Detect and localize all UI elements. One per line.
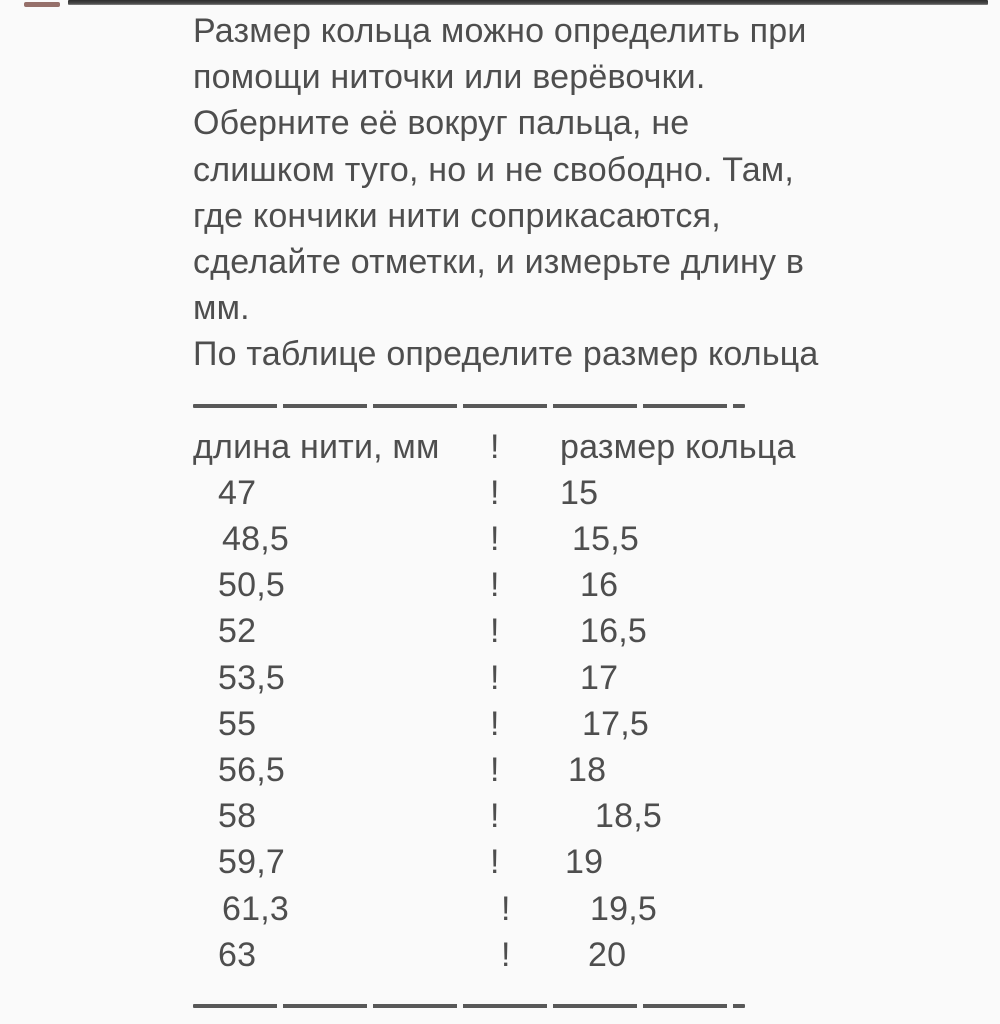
size-value: 18 <box>568 751 607 789</box>
length-value: 48,5 <box>222 520 289 559</box>
intro-line: Размер кольца можно определить при <box>193 12 807 50</box>
size-value: 20 <box>588 935 627 974</box>
table-row <box>193 470 953 516</box>
length-value: 56,5 <box>218 751 285 789</box>
table-row <box>193 655 953 701</box>
length-value: 52 <box>218 612 257 651</box>
size-value: 15 <box>560 473 599 512</box>
intro-line: Оберните её вокруг пальца, не <box>193 104 690 143</box>
intro-line: сделайте отметки, и измерьте длину в <box>193 242 805 281</box>
intro-line: По таблице определите размер кольца <box>193 335 819 374</box>
size-value: 19 <box>565 843 604 882</box>
dash-line <box>193 404 745 408</box>
header-separator-glyph: ! <box>490 427 500 466</box>
intro-line: помощи ниточки или верёвочки. <box>193 58 706 97</box>
length-value: 55 <box>218 704 257 743</box>
separator-glyph: ! <box>490 658 500 697</box>
document-body <box>193 8 953 1024</box>
separator-glyph: ! <box>490 520 500 559</box>
size-value: 16 <box>580 566 619 605</box>
intro-line: где кончики нити соприкасаются, <box>193 196 721 235</box>
table-top-divider <box>193 378 953 424</box>
table-row <box>193 747 953 793</box>
header-length-label: длина нити, мм <box>193 427 440 466</box>
size-value: 18,5 <box>595 797 662 836</box>
length-value: 59,7 <box>218 843 285 882</box>
table-row <box>193 608 953 654</box>
length-value: 47 <box>218 473 257 512</box>
table-row <box>193 793 953 839</box>
table-row <box>193 932 953 978</box>
separator-glyph: ! <box>490 751 500 789</box>
separator-glyph: ! <box>490 797 500 836</box>
table-row <box>193 886 953 932</box>
size-value: 16,5 <box>580 612 647 651</box>
size-value: 17 <box>580 658 619 697</box>
separator-glyph: ! <box>490 612 500 651</box>
top-left-tick <box>24 2 60 7</box>
separator-glyph: ! <box>501 935 511 974</box>
separator-glyph: ! <box>501 889 511 928</box>
table-row <box>193 562 953 608</box>
header-size-label: размер кольца <box>560 427 796 466</box>
size-value: 17,5 <box>582 704 649 743</box>
separator-glyph: ! <box>490 566 500 605</box>
length-value: 63 <box>218 935 257 974</box>
length-value: 53,5 <box>218 658 285 697</box>
table-header-row <box>193 424 953 470</box>
table-row <box>193 701 953 747</box>
dash-line <box>193 1004 745 1008</box>
intro-line: слишком туго, но и не свободно. Там, <box>193 150 795 189</box>
intro-line: мм. <box>193 289 250 328</box>
top-rule <box>68 0 988 5</box>
size-value: 15,5 <box>572 520 639 559</box>
separator-glyph: ! <box>490 473 500 512</box>
table-bottom-divider <box>193 978 953 1024</box>
table-row <box>193 516 953 562</box>
table-row <box>193 839 953 885</box>
separator-glyph: ! <box>490 843 500 882</box>
size-value: 19,5 <box>590 889 657 928</box>
length-value: 61,3 <box>222 889 289 928</box>
separator-glyph: ! <box>490 704 500 743</box>
length-value: 58 <box>218 797 257 836</box>
length-value: 50,5 <box>218 566 285 605</box>
